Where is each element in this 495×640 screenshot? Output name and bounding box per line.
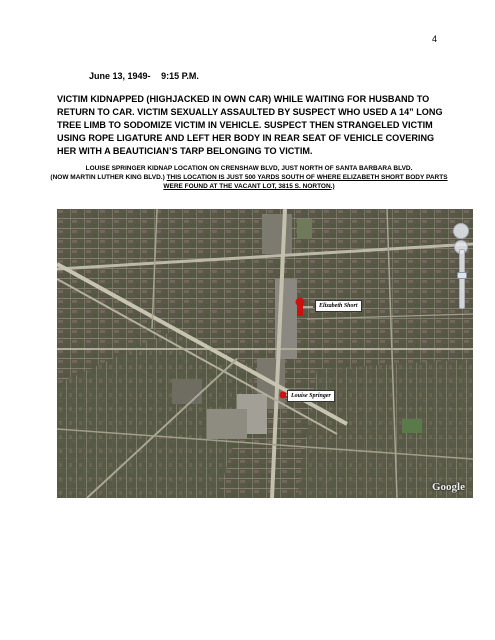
elizabeth-short-label: Elizabeth Short <box>315 300 362 312</box>
caption-line-2 <box>50 174 448 192</box>
caption-underlined-note: THIS LOCATION IS JUST 500 YARDS SOUTH OF WHERE ELIZABETH SHORT BODY PARTS WERE FOUND AT THE VACANT LOT, 3815 S. NORTON.) <box>163 173 448 190</box>
date-line <box>89 71 199 81</box>
louise-springer-label: Louise Springer <box>287 390 335 402</box>
incident-date: June 13, 1949- <box>89 71 151 81</box>
map-imagery <box>57 209 473 498</box>
google-logo: Google <box>432 481 465 493</box>
zoom-slider[interactable] <box>459 249 465 309</box>
incident-time: 9:15 P.M. <box>161 71 199 81</box>
zoom-slider-knob[interactable] <box>457 272 467 279</box>
satellite-map <box>57 209 473 498</box>
page-number: 4 <box>431 34 437 44</box>
map-caption <box>50 165 448 192</box>
caption-note: (NOW MARTIN LUTHER KING BLVD.) <box>50 173 167 181</box>
caption-line-1: LOUISE SPRINGER KIDNAP LOCATION ON CRENSHAW BLVD, JUST NORTH OF SANTA BARBARA BLVD. <box>85 165 413 172</box>
map-pan-control[interactable] <box>453 223 469 239</box>
incident-description: VICTIM KIDNAPPED (HIGHJACKED IN OWN CAR) WHILE WAITING FOR HUSBAND TO RETURN TO CAR. VICTIM SEXUALLY ASSAULTED BY SUSPECT WHO USED A 14” LONG TREE LIMB TO SODOMIZE VICTIM IN VEHICLE. SUSPECT THEN STRANGELED VICTIM USING ROPE LIGATURE AND LEFT HER BODY IN REAR SEAT OF VEHICLE COVERING HER WITH A BEAUTICIAN’S TARP BELONGING TO VICTIM. <box>57 94 443 157</box>
